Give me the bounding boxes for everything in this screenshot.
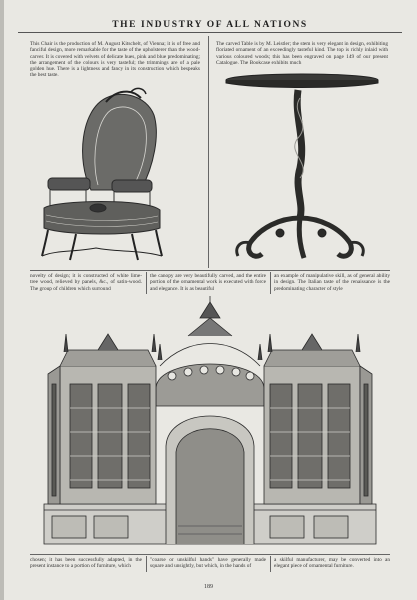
column-rule-mid-2 (270, 272, 271, 294)
rule-bottom-top (30, 554, 390, 555)
bookcase-text-col1: novelty of design; it is constructed of white lime-tree wood, relieved by panels, &c., of satin-wood. The group of children which surround (30, 273, 142, 292)
page-edge (0, 0, 4, 600)
bookcase-text-col3: an example of manipulative skill, as of general ability in design. The Italian taste of the renaissance is the predominating character of style (274, 273, 390, 292)
bookcase-text-col5: "coarse or unskilful hands" have generally made square and unsightly, but which, in the hands of (150, 557, 266, 570)
rule-mid-top (30, 270, 390, 271)
page-title: THE INDUSTRY OF ALL NATIONS (112, 20, 308, 30)
column-rule-mid-1 (146, 272, 147, 294)
column-rule-bottom-1 (146, 556, 147, 572)
bookcase-text-col6: a skilful manufacturer, may be converted into an elegant piece of ornamental furniture. (274, 557, 390, 570)
page-number: 189 (204, 584, 213, 590)
bookcase-engraving (38, 296, 382, 552)
column-rule-bottom-2 (270, 556, 271, 572)
bookcase-text-col4: chosen; it has been successfully adapted, in the present instance to a portion of furniture, which (30, 557, 142, 570)
table-description: The carved Table is by M. Leistler; the stem is very elegant in design, exhibiting floriated ornament of an exceedingly tasteful kind. The top is richly inlaid with various coloured woods; this has been engraved on page 149 of our present Catalogue. The Bookcase exhibits much (216, 41, 388, 66)
chair-engraving (36, 80, 168, 268)
page-header (18, 16, 402, 33)
chair-description: This Chair is the production of M. August Kitschelt, of Vienna; it is of free and fanciful design, more remarkable for the taste of the upholsterer than the wood-carver. It is covered with velvets of delicate hues, pink and blue predominating; the arrangement of the colours is very tasteful; the trimmings are of a pale golden hue. There is a lightness and fancy in its construction which bespeaks the best taste. (30, 41, 200, 79)
table-engraving (220, 68, 380, 268)
bookcase-text-col2: the canopy are very beautifully carved, and the entire portion of the ornamental work is executed with force and elegance. It is as beautiful (150, 273, 266, 292)
column-rule-top (208, 36, 209, 268)
